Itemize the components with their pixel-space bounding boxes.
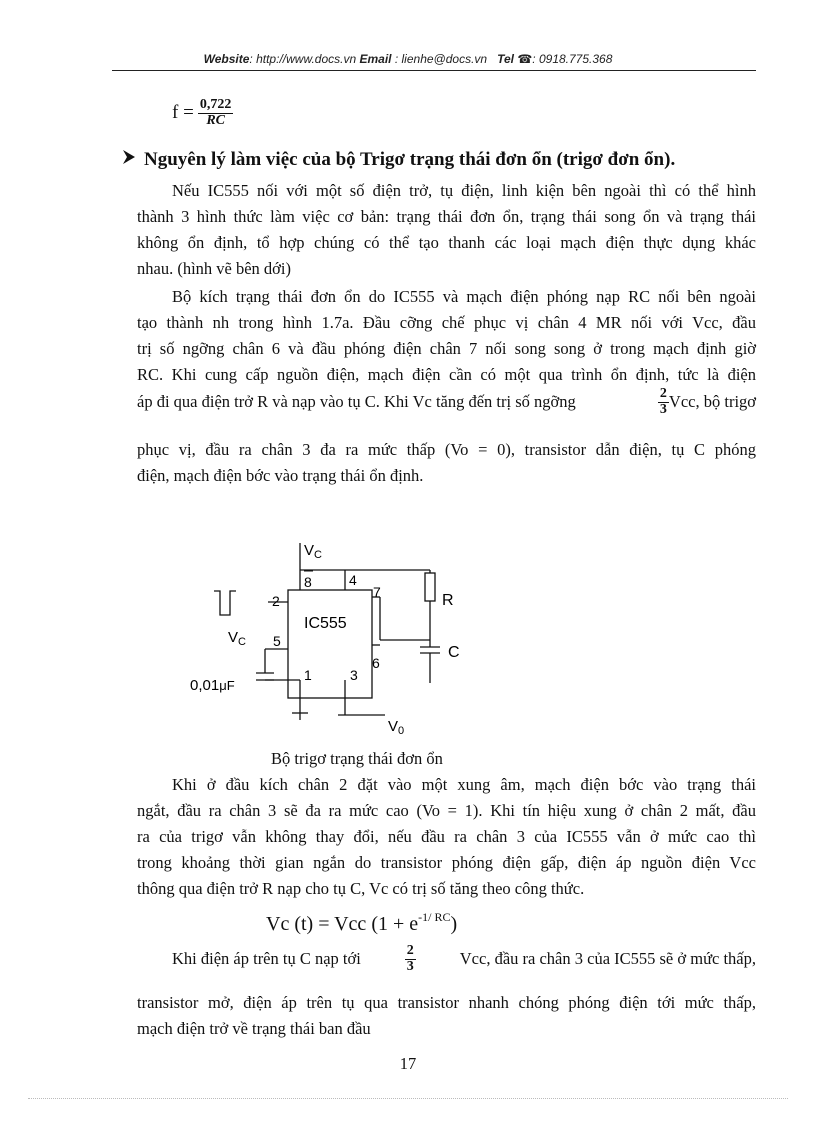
email-label: Email: [359, 52, 392, 66]
pin1-label: 1: [304, 667, 312, 683]
two-thirds-fraction: [405, 944, 416, 974]
para4-fraction-before: Khi điện áp trên tụ C nạp tới: [172, 949, 361, 969]
para3-line: Khi ở đầu kích chân 2 đặt vào một xung âm, mạch điện bớc vào trạng thái: [172, 775, 756, 794]
formula-vc-text: Vc (t) = Vcc (1 + e: [266, 913, 419, 935]
page-header: [0, 52, 816, 66]
pin2-label: 2: [272, 593, 280, 609]
formula-frequency: [172, 98, 233, 128]
formula-vc-close: ): [450, 913, 458, 935]
pin3-label: 3: [350, 667, 358, 683]
arrow-bullet-icon: [122, 149, 138, 171]
pin7-label: 7: [373, 584, 381, 600]
two-thirds-fraction: [658, 387, 669, 417]
para1-line: không ổn định, tổ hợp chúng có thể tạo thanh các loại mạch điện thực dụng khác: [137, 233, 756, 252]
para1-line: nhau. (hình vẽ bên dới): [137, 259, 291, 278]
phone-icon: ☎: [517, 52, 533, 66]
para2-line: trị số ngỡng chân 6 và đầu phóng điện chân 7 nối song song ở trong mạch định giờ: [137, 339, 756, 358]
para2-fraction-line: [137, 387, 756, 417]
fraction-denominator: 3: [659, 401, 667, 417]
formula-vc-exponent: -1/ RC: [418, 910, 451, 924]
para2-line: RC. Khi cung cấp nguồn điện, mạch điện cần có một qua trình ổn định, tức là điện: [137, 365, 756, 384]
para3-line: trong khoảng thời gian ngắn do transistor phóng điện gấp, điện áp nguồn điện Vcc: [137, 853, 756, 872]
vc-top-label: $V_C$: [304, 542, 322, 561]
para2-line: Bộ kích trạng thái đơn ổn do IC555 và mạch điện phóng nạp RC nối bên ngoài: [172, 287, 756, 306]
formula-f-fraction: [198, 98, 234, 128]
para3-line: ra của trigơ vẫn không thay đổi, nếu đầu ra chân 3 của IC555 vẫn ở mức cao thì: [137, 827, 756, 846]
para1-line: Nếu IC555 nối với một số điện trở, tụ điện, linh kiện bên ngoài thì có thể hình: [172, 181, 756, 200]
cap-value-label: 0,01μF: [190, 677, 235, 694]
para4-line: transistor mở, điện áp trên tụ qua transistor nhanh chóng phóng điện tới mức thấp,: [137, 993, 756, 1012]
para2-line: điện, mạch điện bớc vào trạng thái ổn định.: [137, 466, 424, 485]
capacitor-label: C: [448, 644, 460, 661]
tel-label: Tel: [497, 52, 514, 66]
pin4-label: 4: [349, 572, 357, 588]
fraction-numerator: 2: [659, 386, 667, 401]
pin5-label: 5: [273, 633, 281, 649]
para3-line: ngắt, đầu ra chân 3 sẽ đa ra mức cao (Vo = 1). Khi tín hiệu xung ở chân 2 mất, đầu: [137, 801, 756, 820]
pin8-label: 8: [304, 574, 312, 590]
ic555-label: IC555: [304, 615, 347, 632]
vc-left-label: $V_C$: [228, 629, 246, 648]
resistor-r: [425, 573, 435, 601]
para1-line: thành 3 hình thức làm việc cơ bản: trạng thái đơn ổn, trạng thái song ổn và trạng thái: [137, 207, 756, 226]
bottom-rule: [28, 1098, 788, 1099]
page-number: 17: [399, 1054, 417, 1073]
tel-value: : 0918.775.368: [532, 52, 613, 66]
para2-line: tạo thành nh trong hình 1.7a. Đầu cỡng chế phục vị chân 4 MR nối với Vcc, đầu: [137, 313, 756, 332]
para2-fraction-before: áp đi qua điện trở R và nạp vào tụ C. Khi Vc tăng đến trị số ngỡng: [137, 392, 576, 412]
email-value: : lienhe@docs.vn: [394, 52, 488, 66]
figure-caption: Bộ trigơ trạng thái đơn ổn: [271, 749, 443, 768]
fraction-numerator: 2: [406, 943, 414, 958]
para2-fraction-after: Vcc, bộ trigơ: [668, 392, 756, 412]
formula-vc-t: [266, 910, 457, 936]
ic555-monostable-circuit: [180, 535, 480, 745]
fraction-denominator: 3: [406, 958, 414, 974]
para3-line: thông qua điện trở R nạp cho tụ C, Vc có trị số tăng theo công thức.: [137, 879, 585, 898]
header-rule: [112, 70, 756, 71]
para4-fraction-line: [172, 944, 756, 974]
website-value: : http://www.docs.vn: [249, 52, 357, 66]
para4-fraction-after: Vcc, đầu ra chân 3 của IC555 sẽ ở mức thấp,: [459, 949, 756, 969]
website-label: Website: [203, 52, 250, 66]
pin6-label: 6: [372, 655, 380, 671]
para4-line: mạch điện trở về trạng thái ban đầu: [137, 1019, 371, 1038]
section-heading: [122, 149, 675, 171]
para2-line: phục vị, đầu ra chân 3 đa ra mức thấp (Vo = 0), transistor dẫn điện, tụ C phóng: [137, 440, 756, 459]
vcc-fraction-group: [658, 387, 756, 417]
section-heading-text: Nguyên lý làm việc của bộ Trigơ trạng thái đơn ổn (trigơ đơn ổn).: [144, 149, 676, 170]
formula-f-numerator: 0,722: [199, 97, 232, 112]
formula-f-denominator: RC: [206, 112, 226, 128]
formula-f-lhs: f =: [172, 102, 194, 124]
resistor-label: R: [442, 592, 454, 609]
vo-label: $V_0$: [388, 718, 405, 737]
